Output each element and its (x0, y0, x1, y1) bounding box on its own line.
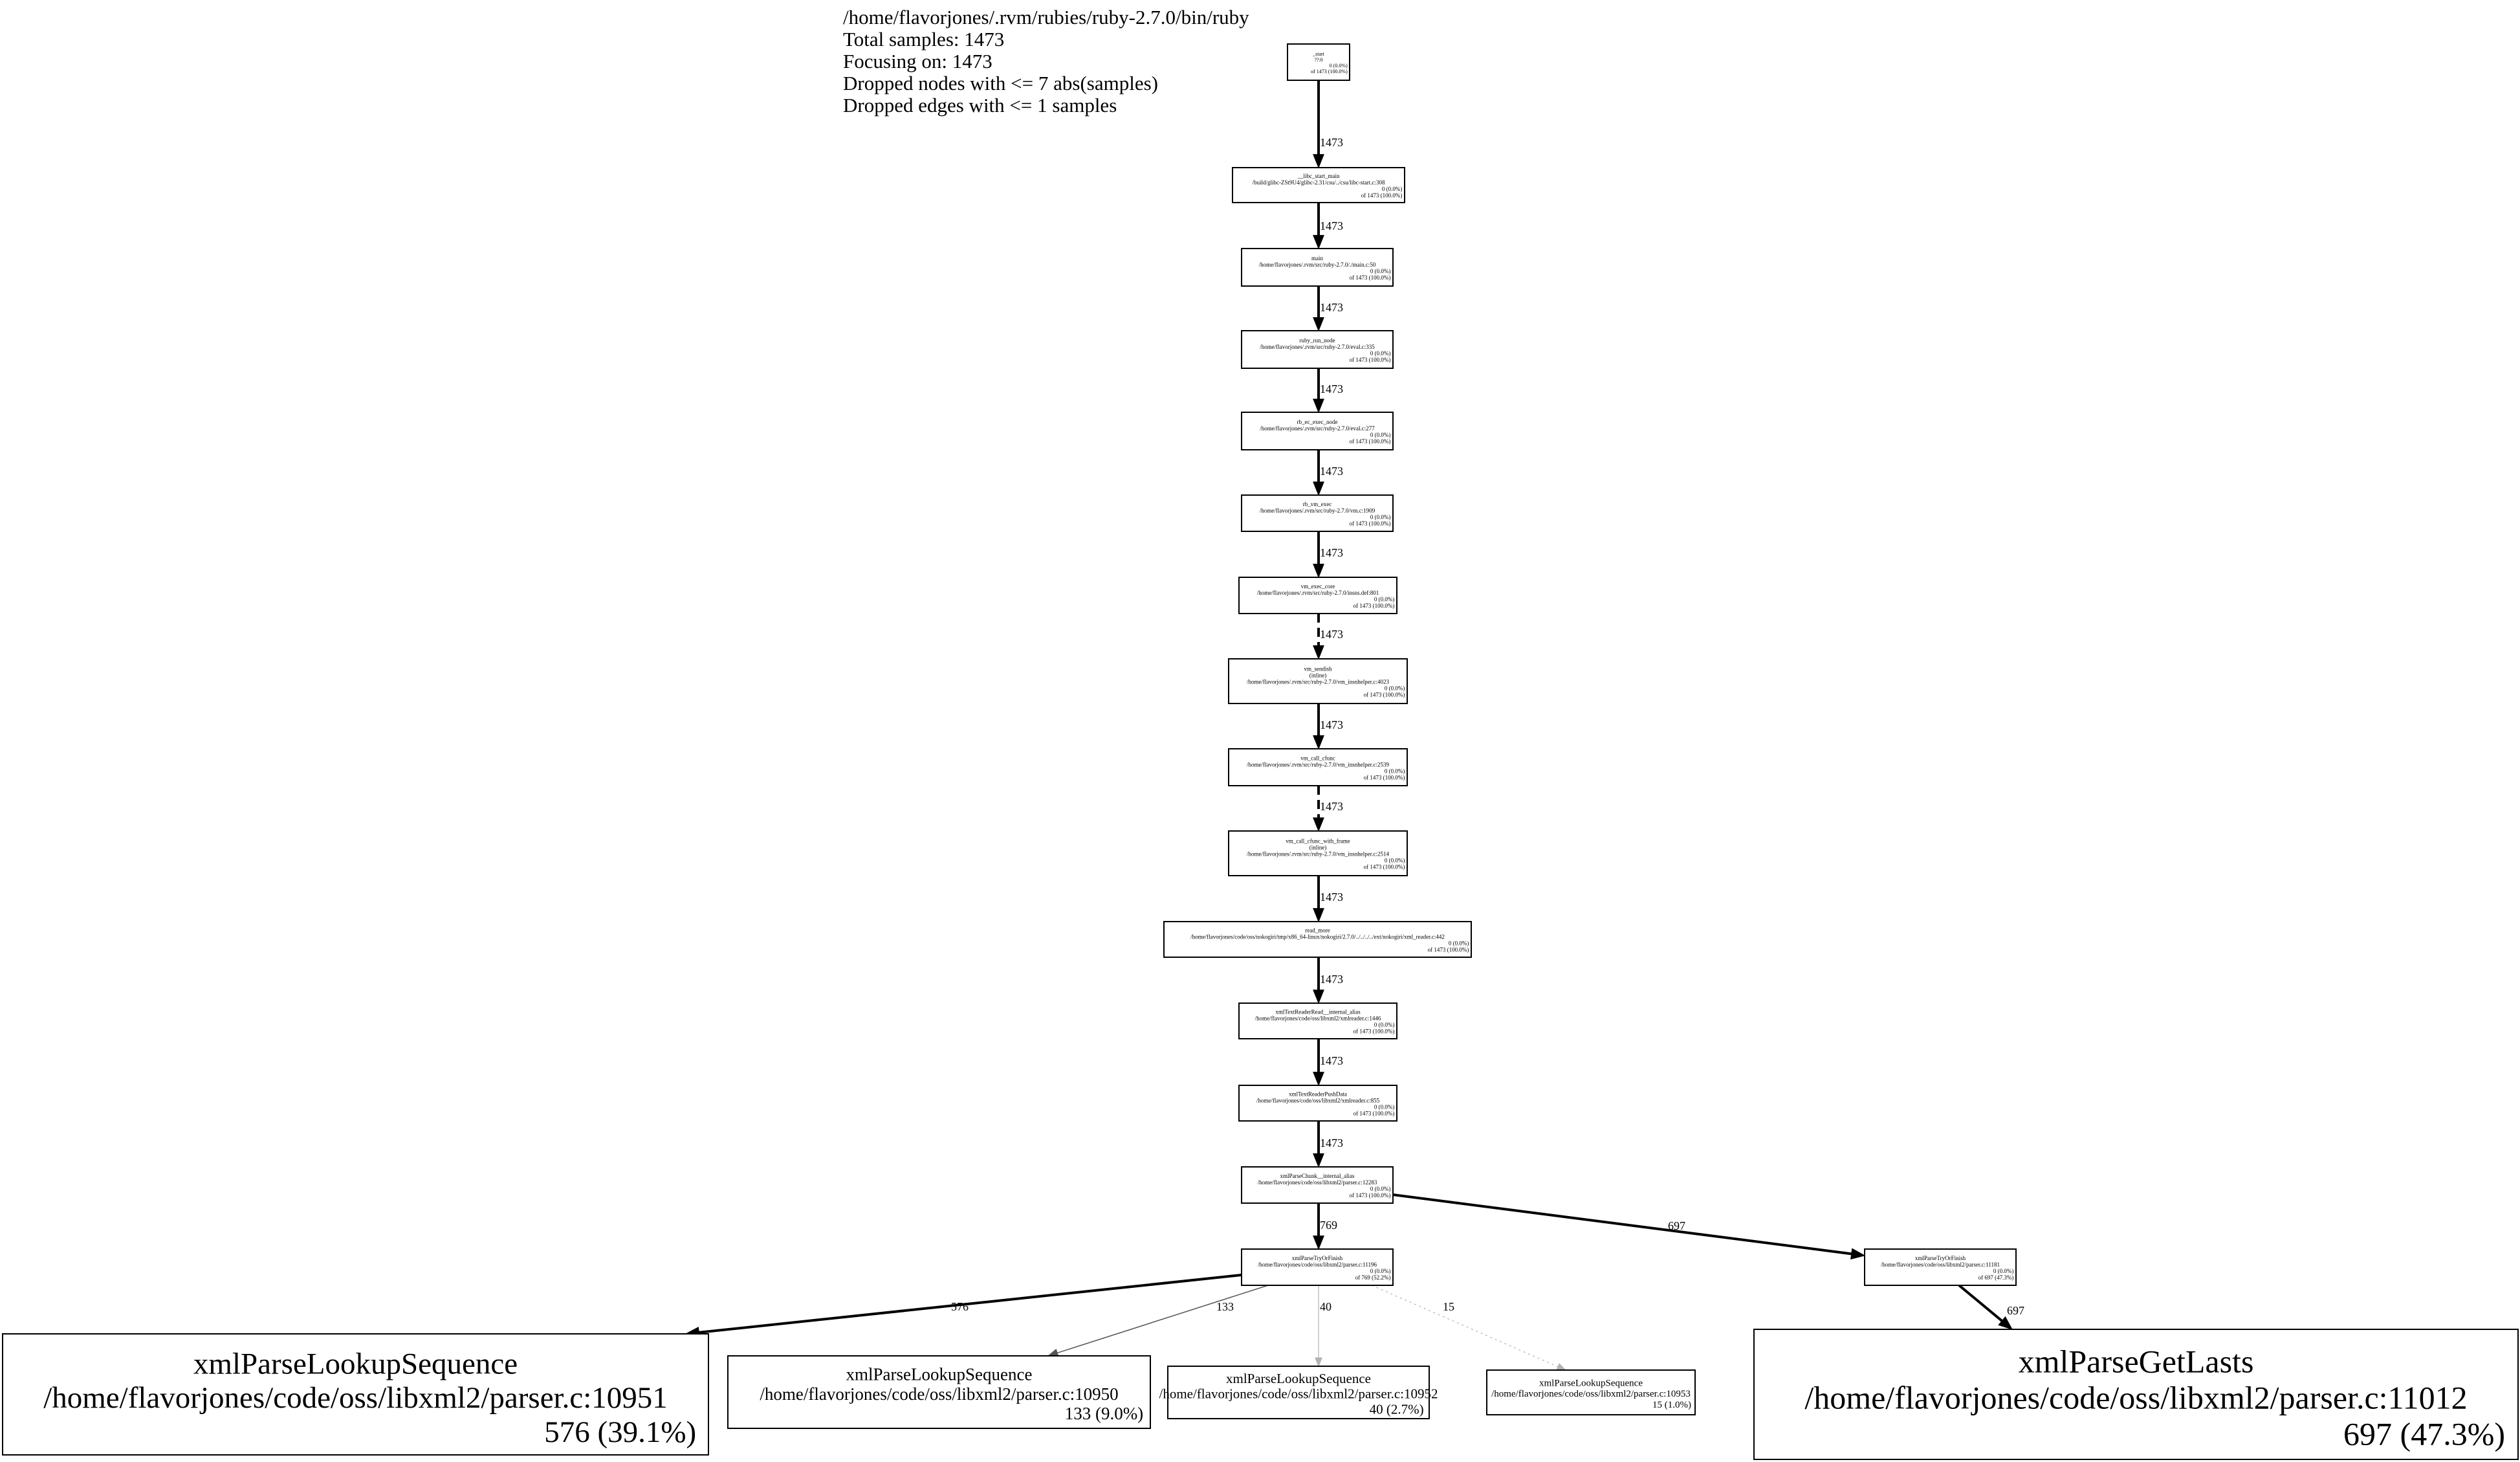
edge-arrowhead (1313, 318, 1324, 331)
edge-arrowhead (1315, 1358, 1322, 1366)
edge-label: 1473 (1320, 546, 1343, 559)
node-source-location: /home/flavorjones/code/oss/nokogiri/tmp/x86_64-linux/nokogiri/2.7.0/../../../../ext/nokogiri/xml_reader.c:442 (1190, 933, 1445, 940)
edge-arrowhead (1313, 1236, 1324, 1249)
node-start (1287, 44, 1350, 80)
edge-arrowhead (1313, 236, 1324, 249)
node-sample-count: 697 (47.3%) (2343, 1415, 2505, 1452)
node-sample-count: 0 (0.0%) (1370, 1186, 1391, 1192)
node-source-location: (inline) (1309, 672, 1327, 679)
edge-read_more-to-xmlTextReaderRead (1313, 957, 1343, 1003)
node-sample-count: 0 (0.0%) (1370, 268, 1391, 274)
node-source-location: /home/flavorjones/.rvm/src/ruby-2.7.0/insns.def:801 (1256, 589, 1379, 596)
node-sample-count: 0 (0.0%) (1374, 1021, 1395, 1028)
node-xmlParseTryOrFinish_b (1865, 1249, 2016, 1285)
edge-arrowhead (1313, 1072, 1324, 1085)
legend-focusing: Focusing on: 1473 (843, 50, 992, 72)
edge-vm_call_cfunc-to-vm_call_cfunc_with_frame (1313, 786, 1343, 831)
node-sample-count: 133 (9.0%) (1064, 1404, 1144, 1424)
node-function-name: xmlParseLookupSequence (1539, 1378, 1643, 1389)
node-xmlParseChunk (1242, 1167, 1393, 1203)
node-function-name: vm_exec_core (1300, 582, 1335, 590)
edge-label: 133 (1216, 1300, 1234, 1313)
node-sample-count: of 1473 (100.0%) (1363, 691, 1405, 698)
node-function-name: vm_call_cfunc (1300, 755, 1335, 762)
node-vm_call_cfunc (1229, 749, 1407, 786)
node-xmlTextReaderRead (1239, 1003, 1397, 1039)
node-vm_sendish (1229, 659, 1407, 703)
node-source-location: /home/flavorjones/.rvm/src/ruby-2.7.0/eval.c:277 (1260, 425, 1375, 432)
edge-arrowhead (1313, 909, 1324, 922)
node-source-location: /home/flavorjones/.rvm/src/ruby-2.7.0/./main.c:50 (1258, 261, 1376, 268)
edge-libc_start_main-to-main (1313, 203, 1343, 249)
node-sample-count: 0 (0.0%) (1370, 432, 1391, 438)
node-sample-count: 576 (39.1%) (544, 1415, 697, 1449)
edge-label: 1473 (1320, 891, 1343, 903)
node-lookup_10953 (1487, 1370, 1695, 1415)
node-source-location: /home/flavorjones/code/oss/libxml2/parser.c:10951 (43, 1381, 668, 1415)
edge-xmlParseTryOrFinish_a-to-lookup_10953 (1372, 1285, 1566, 1370)
legend-binary-path: /home/flavorjones/.rvm/rubies/ruby-2.7.0/bin/ruby (843, 6, 1249, 28)
node-function-name: read_more (1305, 927, 1330, 934)
node-xmlTextReaderPushData (1239, 1085, 1397, 1121)
node-sample-count: 0 (0.0%) (1370, 350, 1391, 357)
node-rb_vm_exec (1242, 495, 1393, 531)
node-source-location: /home/flavorjones/code/oss/libxml2/parser.c:11196 (1257, 1261, 1377, 1268)
node-sample-count: 0 (0.0%) (1374, 1103, 1395, 1111)
node-sample-count: 0 (0.0%) (1381, 186, 1403, 192)
node-vm_call_cfunc_with_frame (1229, 831, 1407, 876)
header-legend (843, 6, 1249, 116)
edge-arrowhead (1851, 1248, 1865, 1259)
node-function-name: ruby_run_node (1299, 337, 1335, 344)
legend-dropped-edges: Dropped edges with <= 1 samples (843, 94, 1117, 116)
node-sample-count: of 769 (52.2%) (1355, 1274, 1391, 1281)
node-function-name: vm_call_cfunc_with_frame (1286, 837, 1350, 845)
edge-rb_ec_exec_node-to-rb_vm_exec (1313, 450, 1343, 495)
legend-total-samples: Total samples: 1473 (843, 28, 1005, 50)
node-function-name: main (1311, 254, 1323, 261)
edge-label: 15 (1443, 1300, 1454, 1313)
node-sample-count: 40 (2.7%) (1369, 1401, 1424, 1417)
node-function-name: __libc_start_main (1297, 172, 1340, 179)
edge-main-to-ruby_run_node (1313, 286, 1343, 331)
node-read_more (1164, 922, 1471, 957)
edge-label: 769 (1320, 1219, 1337, 1232)
node-source-location: /home/flavorjones/code/oss/libxml2/parser.c:12283 (1257, 1179, 1377, 1186)
edge-line (1056, 1285, 1268, 1353)
node-source-location: /home/flavorjones/code/oss/libxml2/parser.c:11012 (1804, 1379, 2468, 1416)
node-sample-count: of 1473 (100.0%) (1349, 520, 1391, 527)
node-sample-count: of 697 (47.3%) (1978, 1274, 2014, 1281)
node-sample-count: 0 (0.0%) (1384, 768, 1405, 775)
node-sample-count: 0 (0.0%) (1370, 514, 1391, 520)
node-function-name: xmlParseGetLasts (2018, 1343, 2254, 1380)
node-source-location: /home/flavorjones/.rvm/src/ruby-2.7.0/vm_insnhelper.c:4023 (1247, 678, 1389, 685)
node-sample-count: of 1473 (100.0%) (1349, 438, 1391, 445)
edge-arrowhead (1313, 818, 1324, 831)
edge-label: 1473 (1320, 465, 1343, 478)
node-function-name: xmlParseLookupSequence (846, 1364, 1033, 1384)
edge-arrowhead (1313, 1154, 1324, 1167)
node-sample-count: of 1473 (100.0%) (1363, 774, 1405, 781)
node-sample-count: 15 (1.0%) (1652, 1399, 1691, 1410)
edge-line (697, 1275, 1242, 1333)
edge-xmlParseTryOrFinish_b-to-getlasts (1959, 1285, 2024, 1329)
node-sample-count: 0 (0.0%) (1448, 940, 1469, 947)
node-sample-count: of 1473 (100.0%) (1353, 1028, 1395, 1035)
node-source-location: /home/flavorjones/code/oss/libxml2/xmlreader.c:1446 (1255, 1015, 1381, 1022)
node-function-name: xmlParseChunk__internal_alias (1280, 1172, 1355, 1179)
legend-dropped-nodes: Dropped nodes with <= 7 abs(samples) (843, 72, 1158, 94)
node-sample-count: 0 (0.0%) (1370, 1268, 1391, 1274)
node-source-location: /home/flavorjones/code/oss/libxml2/parser.c:10950 (760, 1384, 1119, 1404)
edge-arrowhead (1313, 399, 1324, 412)
node-sample-count: of 1473 (100.0%) (1353, 603, 1395, 610)
edge-xmlParseTryOrFinish_a-to-lookup_10950 (1048, 1285, 1268, 1357)
edge-label: 1473 (1320, 800, 1343, 813)
edge-arrowhead (1313, 990, 1324, 1003)
edge-vm_call_cfunc_with_frame-to-read_more (1313, 876, 1343, 922)
nodes-layer (3, 44, 2518, 1459)
node-sample-count: 0 (0.0%) (1374, 596, 1395, 603)
node-lookup_10952 (1159, 1366, 1438, 1419)
node-main (1242, 249, 1393, 286)
node-sample-count: 0 (0.0%) (1384, 857, 1405, 864)
edge-label: 1473 (1320, 973, 1343, 986)
edge-arrowhead (1313, 646, 1324, 659)
node-sample-count: of 1473 (100.0%) (1311, 68, 1348, 74)
node-xmlParseTryOrFinish_a (1242, 1249, 1393, 1285)
node-source-location: /build/glibc-ZSt9U4/glibc-2.31/csu/../csu/libc-start.c:308 (1252, 179, 1385, 186)
edge-xmlParseChunk-to-xmlParseTryOrFinish_a (1313, 1203, 1337, 1249)
node-function-name: xmlParseTryOrFinish (1291, 1254, 1343, 1261)
edge-line (1959, 1285, 2003, 1322)
node-lookup_10951 (3, 1334, 708, 1455)
edge-vm_sendish-to-vm_call_cfunc (1313, 703, 1343, 749)
edge-xmlParseTryOrFinish_a-to-lookup_10952 (1315, 1285, 1331, 1366)
edge-label: 1473 (1320, 219, 1343, 232)
edge-rb_vm_exec-to-vm_exec_core (1313, 531, 1343, 577)
node-source-location: ??:0 (1314, 57, 1323, 63)
node-function-name: vm_sendish (1304, 665, 1332, 672)
edge-arrowhead (1313, 736, 1324, 749)
edge-line (1393, 1195, 1854, 1254)
node-sample-count: of 1473 (100.0%) (1363, 863, 1405, 870)
edge-xmlTextReaderPushData-to-xmlParseChunk (1313, 1121, 1343, 1167)
edge-ruby_run_node-to-rb_ec_exec_node (1313, 368, 1343, 412)
node-source-location: /home/flavorjones/code/oss/libxml2/parser.c:10953 (1491, 1389, 1691, 1400)
edge-label: 576 (951, 1300, 969, 1313)
edge-label: 697 (1668, 1219, 1685, 1232)
node-sample-count: of 1473 (100.0%) (1361, 192, 1403, 199)
node-source-location: /home/flavorjones/.rvm/src/ruby-2.7.0/vm_insnhelper.c:2539 (1247, 761, 1389, 768)
edge-xmlParseTryOrFinish_a-to-lookup_10951 (686, 1275, 1242, 1338)
edge-xmlTextReaderRead-to-xmlTextReaderPushData (1313, 1039, 1343, 1085)
node-vm_exec_core (1239, 577, 1397, 614)
node-function-name: rb_ec_exec_node (1297, 418, 1338, 425)
node-source-location: /home/flavorjones/.rvm/src/ruby-2.7.0/vm_insnhelper.c:2514 (1247, 850, 1389, 858)
node-sample-count: of 1473 (100.0%) (1349, 1192, 1391, 1199)
edge-arrowhead (1313, 564, 1324, 577)
edge-arrowhead (1313, 155, 1324, 168)
node-getlasts (1754, 1329, 2518, 1459)
node-sample-count: of 1473 (100.0%) (1353, 1110, 1395, 1117)
edge-label: 1473 (1320, 628, 1343, 641)
edge-label: 1473 (1320, 1136, 1343, 1149)
node-function-name: xmlParseTryOrFinish (1914, 1254, 1966, 1261)
node-sample-count: 0 (0.0%) (1993, 1268, 2014, 1274)
node-libc_start_main (1233, 168, 1405, 203)
edge-label: 40 (1320, 1300, 1331, 1313)
node-ruby_run_node (1242, 331, 1393, 368)
edge-label: 1473 (1320, 382, 1343, 395)
edge-label: 1473 (1320, 1054, 1343, 1067)
node-source-location: /home/flavorjones/code/oss/libxml2/parser.c:11181 (1880, 1261, 2000, 1268)
node-sample-count: 0 (0.0%) (1384, 685, 1405, 692)
node-source-location: (inline) (1309, 844, 1327, 851)
edge-arrowhead (1557, 1364, 1566, 1370)
node-source-location: /home/flavorjones/code/oss/libxml2/parser.c:10952 (1159, 1386, 1438, 1402)
node-source-location: /home/flavorjones/.rvm/src/ruby-2.7.0/eval.c:335 (1260, 343, 1375, 350)
node-sample-count: of 1473 (100.0%) (1349, 357, 1391, 364)
node-sample-count: of 1473 (100.0%) (1349, 274, 1391, 282)
edge-label: 697 (2007, 1304, 2024, 1317)
node-source-location: /home/flavorjones/.rvm/src/ruby-2.7.0/vm.c:1909 (1259, 507, 1375, 514)
node-function-name: xmlParseLookupSequence (1226, 1371, 1371, 1387)
node-function-name: xmlTextReaderRead__internal_alias (1275, 1008, 1361, 1015)
node-lookup_10950 (728, 1356, 1150, 1428)
edge-label: 1473 (1320, 718, 1343, 731)
edge-arrowhead (1313, 482, 1324, 495)
edge-vm_exec_core-to-vm_sendish (1313, 614, 1343, 659)
node-source-location: /home/flavorjones/code/oss/libxml2/xmlreader.c:855 (1256, 1097, 1380, 1104)
node-function-name: _start (1313, 51, 1324, 58)
edge-label: 1473 (1320, 301, 1343, 314)
node-function-name: rb_vm_exec (1302, 500, 1332, 507)
edge-line (1372, 1285, 1559, 1368)
node-rb_ec_exec_node (1242, 412, 1393, 450)
edge-xmlParseChunk-to-xmlParseTryOrFinish_b (1393, 1195, 1865, 1259)
edge-label: 1473 (1320, 136, 1343, 149)
node-function-name: xmlTextReaderPushData (1289, 1091, 1347, 1098)
edge-start-to-libc_start_main (1313, 80, 1343, 168)
node-sample-count: 0 (0.0%) (1329, 63, 1348, 69)
node-function-name: xmlParseLookupSequence (193, 1347, 518, 1381)
node-sample-count: of 1473 (100.0%) (1427, 946, 1469, 953)
